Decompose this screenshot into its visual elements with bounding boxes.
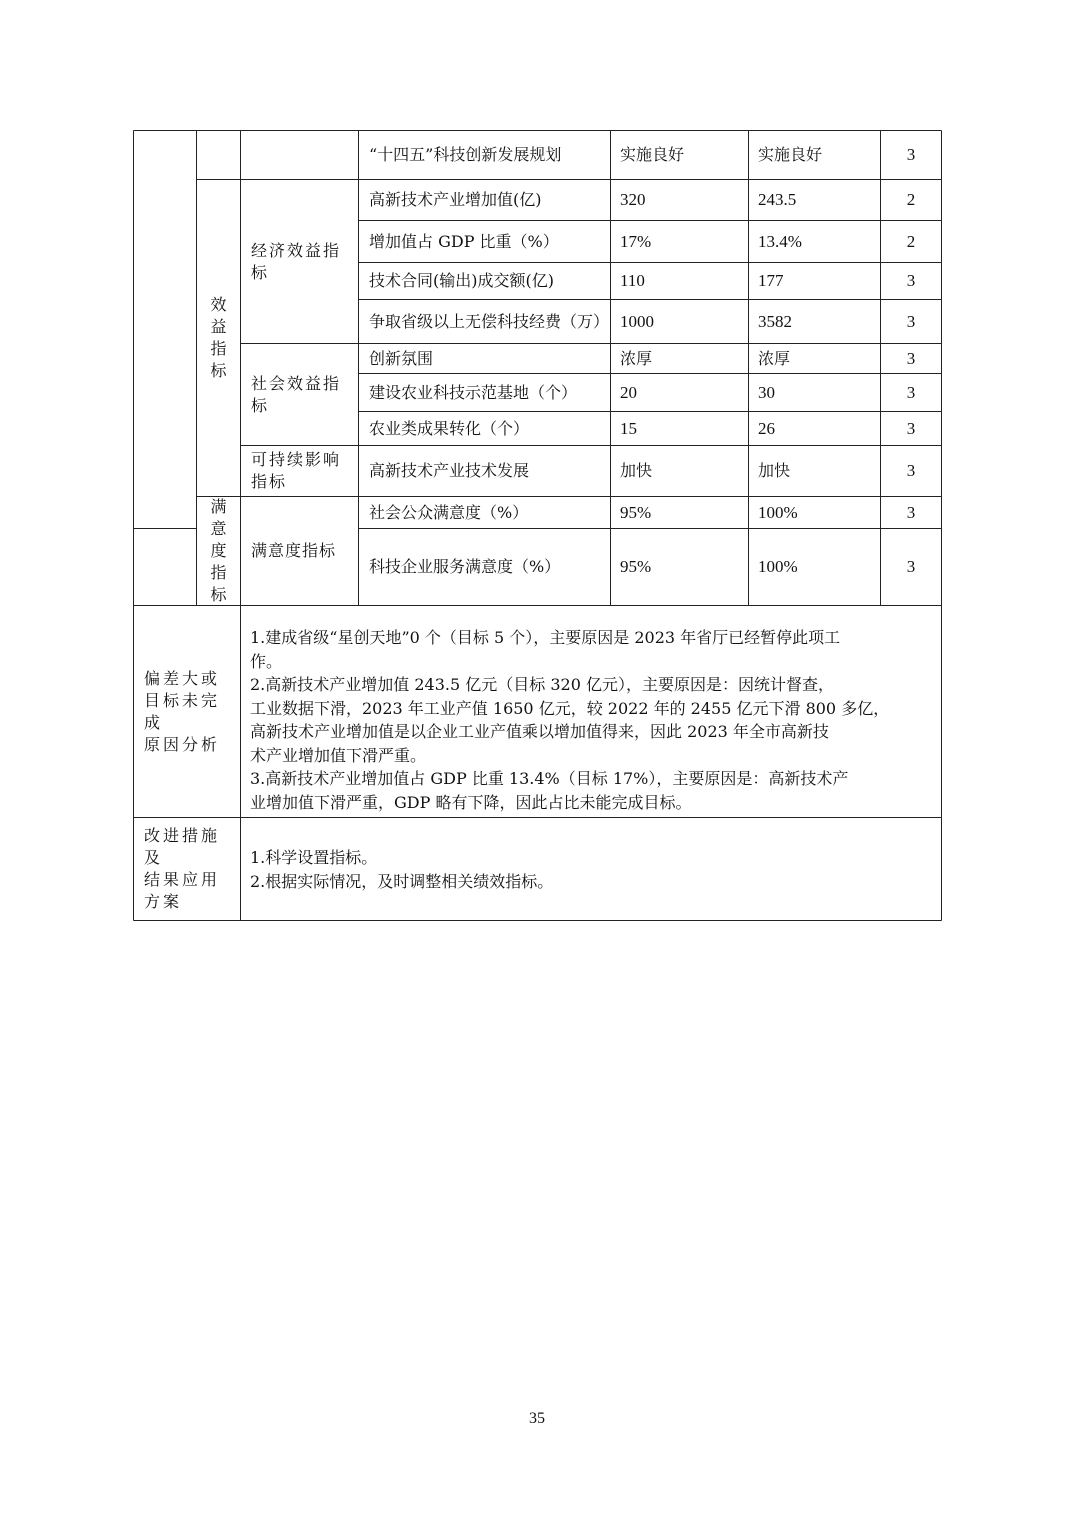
improvement-label: 改进措施 及 结果应用 方案 (144, 826, 221, 911)
table-row-target: 320 (620, 190, 646, 209)
top-row-target: 实施良好 (620, 145, 685, 164)
deviation-label: 偏差大或 目标未完 成 原因分析 (144, 668, 221, 754)
table-row-item: 争取省级以上无偿科技经费（万） (369, 311, 610, 331)
table-row-item: 增加值占 GDP 比重（%） (369, 231, 559, 251)
table-row-actual: 浓厚 (758, 348, 791, 368)
table-row-score: 3 (906, 418, 916, 438)
table-row-target: 20 (620, 382, 637, 402)
table-row-item: 建设农业科技示范基地（个） (369, 382, 578, 402)
table-row-target: 17% (620, 231, 652, 251)
satisfaction-label: 满意度指标 (251, 541, 337, 560)
table-row-score: 2 (906, 231, 916, 251)
table-row-actual: 177 (758, 271, 784, 290)
social-benefit-label: 社会效益指标 (251, 373, 342, 415)
table-row-item: 技术合同(输出)成交额(亿) (369, 271, 554, 290)
page-number: 35 (529, 1410, 545, 1427)
table-row-actual: 26 (758, 418, 775, 438)
sustainable-impact-label: 可持续影响指标 (251, 450, 342, 491)
top-row-item: “十四五”科技创新发展规划 (369, 145, 562, 164)
table-row-score: 3 (906, 461, 916, 480)
table-row-target: 浓厚 (620, 348, 653, 368)
top-row-actual: 实施良好 (758, 145, 823, 164)
table-row-score: 2 (906, 190, 916, 209)
satisfaction-indicator-group-label: 满 意 度 指 标 (210, 497, 227, 604)
table-row-target: 加快 (620, 461, 653, 480)
table-row-actual: 243.5 (758, 190, 797, 209)
table-row-item: 高新技术产业增加值(亿) (369, 190, 542, 209)
table-row-actual: 13.4% (758, 231, 802, 251)
table-row-score: 3 (906, 502, 916, 522)
table-row-score: 3 (906, 348, 916, 368)
table-row-score: 3 (906, 557, 916, 576)
improvement-measures-text: 1.科学设置指标。 2.根据实际情况，及时调整相关绩效指标。 (250, 848, 554, 891)
table-row-item: 高新技术产业技术发展 (369, 461, 530, 480)
table-row-item: 科技企业服务满意度（%） (369, 557, 561, 576)
top-row-score: 3 (906, 145, 916, 164)
table-row-score: 3 (906, 382, 916, 402)
table-row-score: 3 (906, 311, 916, 331)
table-row-actual: 加快 (758, 461, 791, 480)
table-row-target: 110 (620, 271, 645, 290)
table-row-actual: 3582 (758, 311, 792, 331)
table-row-actual: 100% (758, 557, 798, 576)
table-row-target: 15 (620, 418, 637, 438)
table-row-item: 创新氛围 (369, 348, 434, 368)
table-row-item: 农业类成果转化（个） (369, 418, 530, 438)
table-row-score: 3 (906, 271, 916, 290)
deviation-analysis-text: 1.建成省级“星创天地”0 个（目标 5 个），主要原因是 2023 年省厅已经暂停此项工 作。 2.高新技术产业增加值 243.5 亿元（目标 320 亿元），主要原因是：因统计督查， 工业数据下滑，2023 年工业产值 1650 亿元，较 2022 年的 2455 亿元下滑 800 多亿， 高新技术产业增加值是以企业工业产值乘以增加值得来，因此 2023 年全市高新技 术产业增加值下滑严重。 3.高新技术产业增加值占 GDP 比重 13.4%（目标 17%），主要原因是：高新技术产 业增加值下滑严重，GDP 略有下降，因此占比未能完成目标。 (250, 628, 890, 812)
table-row-target: 95% (620, 502, 652, 522)
benefit-indicator-group-label: 效 益 指 标 (210, 295, 227, 380)
table-row-item: 社会公众满意度（%） (369, 502, 529, 522)
table-row-target: 95% (620, 557, 652, 576)
table-row-target: 1000 (620, 311, 654, 331)
economic-benefit-label: 经济效益指标 (251, 240, 342, 282)
table-row-actual: 30 (758, 382, 775, 402)
table-row-actual: 100% (758, 502, 798, 522)
